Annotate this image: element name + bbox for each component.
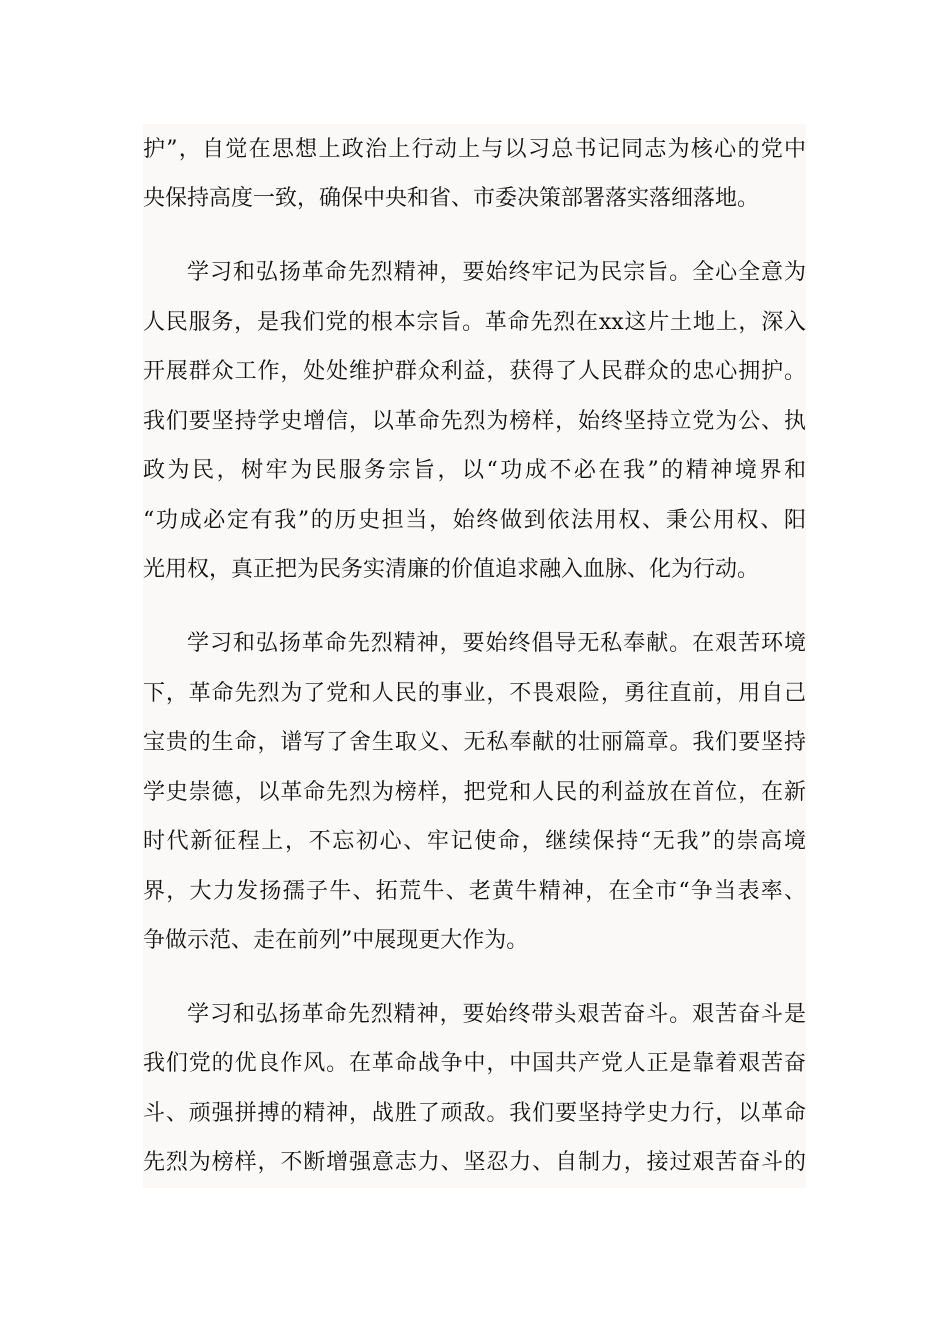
paragraph-line: 护”，自觉在思想上政治上行动上与以习总书记同志为核心的党中 <box>143 137 806 162</box>
paragraph-line: “功成必定有我”的历史担当，始终做到依法用权、秉公用权、阳 <box>143 508 806 533</box>
paragraph-line: 光用权，真正把为民务实清廉的价值追求融入血脉、化为行动。 <box>143 557 760 582</box>
paragraph-line: 下，革命先烈为了党和人民的事业，不畏艰险，勇往直前，用自己 <box>143 681 806 706</box>
paragraph-line: 央保持高度一致，确保中央和省、市委决策部署落实落细落地。 <box>143 186 760 211</box>
paragraph-line: 学习和弘扬革命先烈精神，要始终牢记为民宗旨。全心全意为 <box>187 260 806 285</box>
paragraph-line: 我们要坚持学史增信，以革命先烈为榜样，始终坚持立党为公、执 <box>143 409 806 434</box>
paragraph-line: 时代新征程上，不忘初心、牢记使命，继续保持“无我”的崇高境 <box>143 829 806 854</box>
paragraph-line: 学习和弘扬革命先烈精神，要始终倡导无私奉献。在艰苦环境 <box>187 631 806 656</box>
paragraph-line: 先烈为榜样，不断增强意志力、坚忍力、自制力，接过艰苦奋斗的 <box>143 1150 806 1175</box>
paragraph-line: 我们党的优良作风。在革命战争中，中国共产党人正是靠着艰苦奋 <box>143 1051 806 1076</box>
paragraph-line: 开展群众工作，处处维护群众利益，获得了人民群众的忠心拥护。 <box>143 359 806 384</box>
paragraph-line: 政为民，树牢为民服务宗旨，以“功成不必在我”的精神境界和 <box>143 458 806 483</box>
paragraph-line: 人民服务，是我们党的根本宗旨。革命先烈在xx这片土地上，深入 <box>143 310 806 335</box>
paragraph-line: 学史崇德，以革命先烈为榜样，把党和人民的利益放在首位，在新 <box>143 780 806 805</box>
paragraph-line: 学习和弘扬革命先烈精神，要始终带头艰苦奋斗。艰苦奋斗是 <box>187 1002 806 1027</box>
paragraph-line: 宝贵的生命，谱写了舍生取义、无私奉献的壮丽篇章。我们要坚持 <box>143 730 806 755</box>
paragraph-line: 界，大力发扬孺子牛、拓荒牛、老黄牛精神，在全市“争当表率、 <box>143 879 806 904</box>
paragraph-line: 争做示范、走在前列”中展现更大作为。 <box>143 928 529 953</box>
paragraph-line: 斗、顽强拼搏的精神，战胜了顽敌。我们要坚持学史力行，以革命 <box>143 1101 806 1126</box>
